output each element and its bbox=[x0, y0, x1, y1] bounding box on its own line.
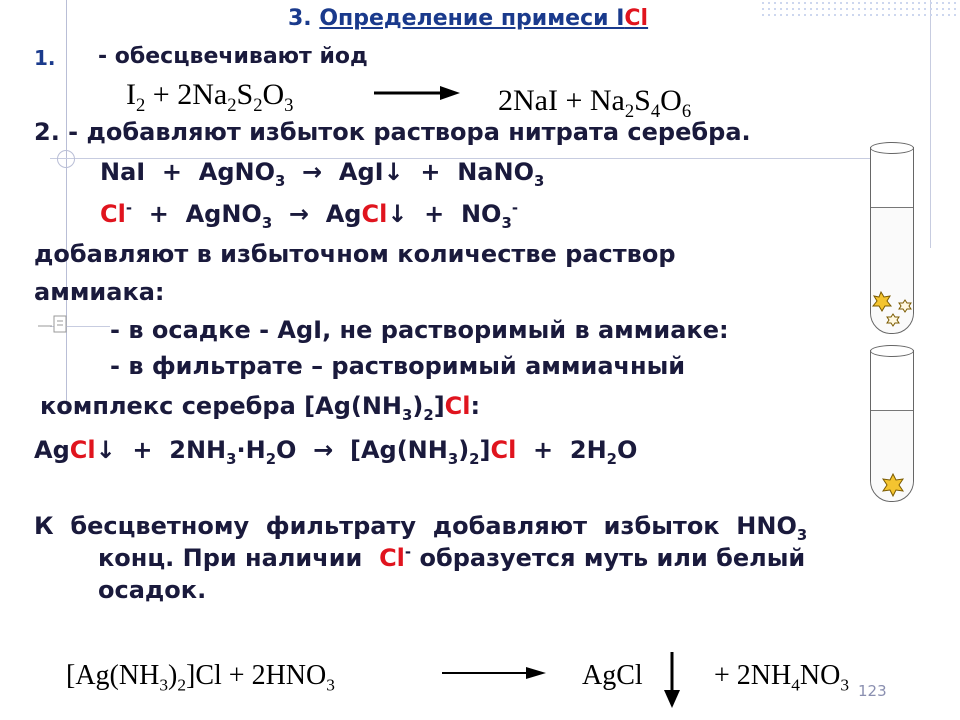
precipitate-star-icon bbox=[881, 473, 905, 497]
bullet-2: - в фильтрате – растворимый аммиачный bbox=[110, 352, 686, 380]
decor-circle bbox=[57, 150, 75, 168]
equation-1-left: $I_2 + 2Na_2S_2O_3$ bbox=[126, 78, 294, 116]
equation-5-left: $[Ag(NH_3)_2]Cl + 2HNO_3$ bbox=[66, 660, 335, 695]
bullet-1: - в осадке - AgI, не растворимый в аммиаке: bbox=[110, 316, 729, 344]
title-text: Определение примеси ICl bbox=[319, 6, 649, 31]
bullet-3: комплекс серебра $[Ag(NH_3)_2]Cl$: bbox=[40, 392, 481, 424]
step1-text: - обесцвечивают йод bbox=[98, 44, 368, 69]
decor-vertical-line bbox=[66, 0, 67, 410]
test-tube-rim bbox=[870, 345, 914, 357]
step2-text: 2. - добавляют избыток раствора нитрата серебра. bbox=[34, 118, 751, 146]
title-number: 3. bbox=[288, 6, 312, 31]
decor-right-panel bbox=[930, 0, 957, 248]
paragraph-2-line3: осадок. bbox=[98, 576, 207, 604]
paragraph-1-line1: добавляют в избыточном количестве раствор bbox=[34, 240, 676, 268]
equation-4: AgCl↓ + $2NH_3\cdot H_2O \to [Ag(NH_3)_2]Cl + 2H_2O$ bbox=[34, 436, 638, 468]
equation-1-right: $2NaI + Na_2S_4O_6$ bbox=[498, 84, 692, 122]
paragraph-1-line2: аммиака: bbox=[34, 278, 165, 306]
test-tube-rim bbox=[870, 142, 914, 154]
equation-5-right: + $2NH_4NO_3$ bbox=[714, 660, 850, 695]
equation-2: NaI + AgNO$_3$ → AgI↓ + NaNO$_3$ bbox=[100, 158, 545, 190]
paragraph-2-line1: К бесцветному фильтрату добавляют избыток $HNO_3$ bbox=[34, 512, 808, 544]
precipitate-star-icon bbox=[871, 288, 915, 332]
page-number: 123 bbox=[858, 682, 887, 700]
paragraph-2-line2: конц. При наличии Cl- образуется муть или белый bbox=[98, 543, 806, 572]
test-tube-1 bbox=[870, 147, 914, 334]
test-tube-2 bbox=[870, 350, 914, 502]
slide-title bbox=[288, 6, 648, 31]
step1-number: 1. bbox=[34, 46, 56, 70]
precipitate-arrow-icon bbox=[660, 650, 684, 710]
note-icon bbox=[36, 314, 76, 336]
equation-3: Cl- + AgNO$_3$ → AgCl↓ + $NO_3^-$ bbox=[100, 199, 518, 232]
decor-dot-grid bbox=[760, 0, 960, 18]
equation-5-mid: AgCl bbox=[582, 660, 643, 691]
reaction-arrow-icon bbox=[440, 664, 550, 682]
reaction-arrow-icon bbox=[372, 84, 462, 102]
